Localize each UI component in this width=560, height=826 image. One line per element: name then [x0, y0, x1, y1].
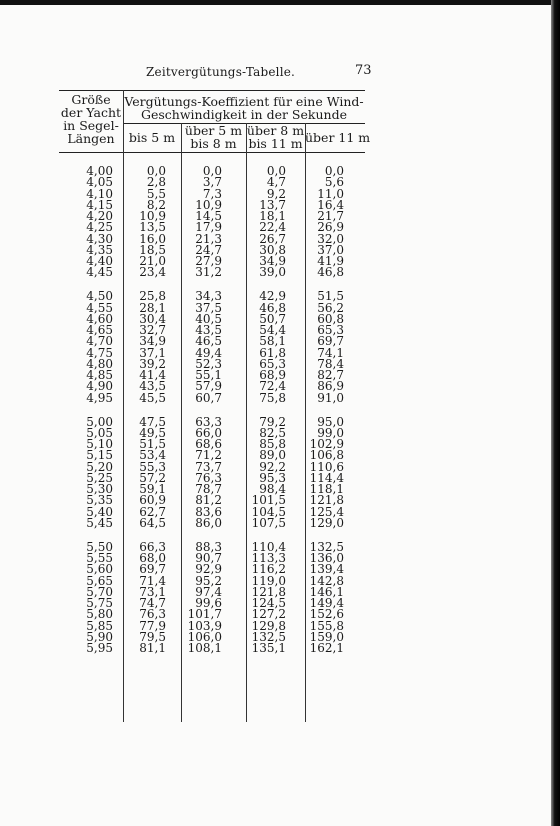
column-over-11m: [305, 166, 344, 654]
table-cell: 5,40: [86, 504, 113, 519]
table-cell: 5,30: [86, 482, 113, 496]
table-cell: 40,5: [195, 311, 222, 326]
table-cell: 136,0: [309, 551, 344, 565]
table-cell: 146,1: [309, 584, 344, 599]
table-cell: 0,0: [324, 164, 344, 178]
table-cell: 71,4: [139, 573, 166, 588]
header-line: über 5 m: [184, 123, 243, 138]
header-line: über 8 m: [246, 123, 305, 138]
header-line: Vergütungs-Koeffizient für eine Wind-: [124, 94, 364, 109]
table-cell: 5,05: [86, 425, 113, 440]
table-cell: 4,10: [86, 186, 113, 201]
column-8-to-11m: [246, 166, 286, 654]
table-cell: 54,4: [259, 323, 286, 337]
table-cell: 0,0: [202, 164, 222, 178]
column-up-to-5m: [123, 166, 166, 654]
table-cell: 73,1: [139, 584, 166, 599]
table-cell: 46,8: [259, 300, 286, 315]
table-cell: 118,1: [309, 482, 344, 496]
table-cell: 25,8: [139, 289, 166, 304]
header-line: der Yacht: [60, 105, 122, 120]
table-cell: 4,7: [266, 175, 286, 190]
scan-right-edge: [551, 0, 560, 826]
table-cell: 92,2: [259, 459, 286, 474]
table-cell: 95,3: [259, 470, 286, 485]
table-cell: 62,7: [139, 504, 166, 519]
table-cell: 64,5: [139, 515, 166, 530]
table-cell: 63,3: [195, 414, 222, 429]
table-cell: 78,7: [195, 482, 222, 496]
table-cell: 56,2: [317, 300, 344, 315]
header-coefficient-group: [123, 95, 365, 121]
table-cell: 72,4: [259, 379, 286, 394]
running-title: Zeitvergütungs-Tabelle.: [146, 65, 296, 79]
table-cell: 4,80: [86, 356, 113, 371]
table-cell: 49,5: [139, 425, 166, 440]
table-cell: 4,20: [86, 209, 113, 223]
table-cell: 77,9: [139, 618, 166, 633]
table-cell: 103,9: [187, 618, 222, 633]
table-cell: 28,1: [139, 300, 166, 315]
table-cell: 106,8: [309, 448, 344, 463]
table-cell: 119,0: [251, 573, 286, 588]
table-cell: 106,0: [187, 629, 222, 644]
table-cell: 34,9: [259, 254, 286, 268]
table-cell: 43,5: [139, 379, 166, 394]
table-cell: 57,2: [139, 470, 166, 485]
table-cell: 17,9: [195, 220, 222, 235]
table-cell: 114,4: [309, 470, 344, 485]
table-cell: 45,5: [139, 390, 166, 405]
table-cell: 95,2: [195, 573, 222, 588]
table-cell: 113,3: [251, 551, 286, 565]
header-line: Längen: [67, 131, 115, 146]
table-cell: 5,60: [86, 562, 113, 577]
table-cell: 76,3: [139, 607, 166, 622]
table-cell: 43,5: [195, 323, 222, 337]
header-yacht-size: [59, 93, 123, 145]
table-cell: 66,3: [139, 539, 166, 554]
table-cell: 88,3: [195, 539, 222, 554]
table-cell: 5,80: [86, 607, 113, 622]
table-cell: 152,6: [309, 607, 344, 622]
table-cell: 4,15: [86, 197, 113, 212]
table-cell: 51,5: [139, 437, 166, 451]
table-cell: 90,7: [195, 551, 222, 565]
table-cell: 127,2: [251, 607, 286, 622]
table-cell: 5,15: [86, 448, 113, 463]
table-cell: 5,5: [146, 186, 166, 201]
table-cell: 4,70: [86, 334, 113, 349]
table-cell: 5,85: [86, 618, 113, 633]
table-cell: 18,5: [139, 242, 166, 257]
table-cell: 65,3: [317, 323, 344, 337]
table-cell: 5,6: [324, 175, 344, 190]
table-cell: 5,70: [86, 584, 113, 599]
table-cell: 95,0: [317, 414, 344, 429]
table-cell: 59,1: [139, 482, 166, 496]
table-cell: 57,9: [195, 379, 222, 394]
table-cell: 0,0: [146, 164, 166, 178]
table-cell: 124,5: [251, 596, 286, 610]
table-cell: 149,4: [309, 596, 344, 610]
table-cell: 104,5: [251, 504, 286, 519]
table-cell: 5,20: [86, 459, 113, 474]
table-cell: 21,7: [317, 209, 344, 223]
table-cell: 78,4: [317, 356, 344, 371]
table-cell: 60,9: [139, 493, 166, 508]
table-cell: 74,7: [139, 596, 166, 610]
column-yacht-length: [59, 166, 113, 654]
table-cell: 5,10: [86, 437, 113, 451]
table-cell: 47,5: [139, 414, 166, 429]
table-cell: 4,75: [86, 345, 113, 360]
table-cell: 55,3: [139, 459, 166, 474]
table-cell: 4,55: [86, 300, 113, 315]
table-cell: 3,7: [202, 175, 222, 190]
table-cell: 71,2: [195, 448, 222, 463]
table-cell: 37,1: [139, 345, 166, 360]
table-cell: 69,7: [317, 334, 344, 349]
table-cell: 5,45: [86, 515, 113, 530]
table-cell: 8,2: [146, 197, 166, 212]
table-cell: 68,0: [139, 551, 166, 565]
table-cell: 91,0: [317, 390, 344, 405]
table-cell: 41,9: [317, 254, 344, 268]
table-cell: 159,0: [309, 629, 344, 644]
table-cell: 55,1: [195, 368, 222, 382]
table-cell: 4,30: [86, 231, 113, 246]
header-line: bis 5 m: [128, 130, 176, 145]
table-cell: 31,2: [195, 265, 222, 280]
table-cell: 2,8: [146, 175, 166, 190]
table-cell: 5,50: [86, 539, 113, 554]
table-cell: 9,2: [266, 186, 286, 201]
table-cell: 39,2: [139, 356, 166, 371]
table-cell: 34,9: [139, 334, 166, 349]
table-cell: 58,1: [259, 334, 286, 349]
header-over-11m: [305, 130, 371, 145]
table-cell: 79,5: [139, 629, 166, 644]
table-cell: 4,05: [86, 175, 113, 190]
header-bottom-rule: [59, 152, 365, 153]
table-cell: 75,8: [259, 390, 286, 405]
table-cell: 86,0: [195, 515, 222, 530]
table-cell: 129,8: [251, 618, 286, 633]
header-8-to-11m: [246, 124, 305, 150]
table-cell: 99,0: [317, 425, 344, 440]
table-cell: 13,7: [259, 197, 286, 212]
table-cell: 4,65: [86, 323, 113, 337]
header-line: Geschwindigkeit in der Sekunde: [141, 107, 347, 122]
table-cell: 97,4: [195, 584, 222, 599]
table-cell: 27,9: [195, 254, 222, 268]
table-cell: 81,1: [139, 641, 166, 655]
table-cell: 4,40: [86, 254, 113, 268]
table-cell: 121,8: [251, 584, 286, 599]
table-cell: 41,4: [139, 368, 166, 382]
table-cell: 10,9: [139, 209, 166, 223]
table-cell: 81,2: [195, 493, 222, 508]
table-cell: 135,1: [251, 641, 286, 655]
scan-top-edge: [0, 0, 560, 5]
table-cell: 5,95: [86, 641, 113, 655]
table-top-rule: [59, 90, 365, 91]
table-cell: 5,75: [86, 596, 113, 610]
table-cell: 116,2: [251, 562, 286, 577]
table-cell: 4,95: [86, 390, 113, 405]
table-cell: 37,0: [317, 242, 344, 257]
table-cell: 30,8: [259, 242, 286, 257]
header-line: bis 11 m: [248, 136, 303, 151]
table-cell: 46,5: [195, 334, 222, 349]
table-cell: 142,8: [309, 573, 344, 588]
table-cell: 49,4: [195, 345, 222, 360]
table-cell: 4,00: [86, 164, 113, 178]
table-cell: 68,6: [195, 437, 222, 451]
table-cell: 11,0: [317, 186, 344, 201]
table-cell: 42,9: [259, 289, 286, 304]
table-cell: 82,5: [259, 425, 286, 440]
table-cell: 16,4: [317, 197, 344, 212]
table-cell: 46,8: [317, 265, 344, 280]
table-cell: 4,85: [86, 368, 113, 382]
table-cell: 86,9: [317, 379, 344, 394]
table-cell: 69,7: [139, 562, 166, 577]
table-cell: 155,8: [309, 618, 344, 633]
header-up-to-5m: [123, 131, 181, 144]
table-cell: 5,00: [86, 414, 113, 429]
table-cell: 5,90: [86, 629, 113, 644]
table-cell: 89,0: [259, 448, 286, 463]
table-cell: 26,9: [317, 220, 344, 235]
table-cell: 76,3: [195, 470, 222, 485]
header-line: in Segel-: [63, 118, 119, 133]
header-line: Größe: [71, 92, 111, 107]
table-cell: 132,5: [251, 629, 286, 644]
table-cell: 61,8: [259, 345, 286, 360]
table-cell: 7,3: [202, 186, 222, 201]
table-cell: 85,8: [259, 437, 286, 451]
table-cell: 83,6: [195, 504, 222, 519]
table-cell: 51,5: [317, 289, 344, 304]
table-cell: 4,50: [86, 289, 113, 304]
table-cell: 5,35: [86, 493, 113, 508]
table-cell: 60,8: [317, 311, 344, 326]
table-cell: 13,5: [139, 220, 166, 235]
table-cell: 101,5: [251, 493, 286, 508]
table-cell: 5,55: [86, 551, 113, 565]
header-line: über 11 m: [305, 130, 371, 145]
table-cell: 30,4: [139, 311, 166, 326]
table-cell: 37,5: [195, 300, 222, 315]
table-cell: 99,6: [195, 596, 222, 610]
table-cell: 4,45: [86, 265, 113, 280]
table-cell: 34,3: [195, 289, 222, 304]
table-cell: 4,25: [86, 220, 113, 235]
table-cell: 14,5: [195, 209, 222, 223]
table-cell: 92,9: [195, 562, 222, 577]
table-cell: 121,8: [309, 493, 344, 508]
table-cell: 110,4: [251, 539, 286, 554]
table-cell: 132,5: [309, 539, 344, 554]
table-cell: 52,3: [195, 356, 222, 371]
table-cell: 21,0: [139, 254, 166, 268]
table-cell: 66,0: [195, 425, 222, 440]
table-cell: 10,9: [195, 197, 222, 212]
table-cell: 23,4: [139, 265, 166, 280]
table-cell: 110,6: [309, 459, 344, 474]
table-cell: 26,7: [259, 231, 286, 246]
table-cell: 4,60: [86, 311, 113, 326]
table-cell: 4,90: [86, 379, 113, 394]
table-cell: 79,2: [259, 414, 286, 429]
table-cell: 68,9: [259, 368, 286, 382]
table-cell: 32,7: [139, 323, 166, 337]
table-cell: 32,0: [317, 231, 344, 246]
table-cell: 73,7: [195, 459, 222, 474]
table-cell: 60,7: [195, 390, 222, 405]
table-cell: 82,7: [317, 368, 344, 382]
table-cell: 50,7: [259, 311, 286, 326]
table-cell: 0,0: [266, 164, 286, 178]
page-number: 73: [355, 63, 372, 78]
table-cell: 24,7: [195, 242, 222, 257]
table-cell: 4,35: [86, 242, 113, 257]
table-cell: 18,1: [259, 209, 286, 223]
table-cell: 101,7: [187, 607, 222, 622]
table-cell: 53,4: [139, 448, 166, 463]
table-cell: 162,1: [309, 641, 344, 655]
header-line: bis 8 m: [190, 136, 237, 151]
table-cell: 5,25: [86, 470, 113, 485]
table-cell: 21,3: [195, 231, 222, 246]
table-cell: 102,9: [309, 437, 344, 451]
table-cell: 108,1: [187, 641, 222, 655]
table-cell: 107,5: [251, 515, 286, 530]
table-cell: 5,65: [86, 573, 113, 588]
table-cell: 74,1: [317, 345, 344, 360]
table-cell: 129,0: [309, 515, 344, 530]
table-cell: 125,4: [309, 504, 344, 519]
table-cell: 139,4: [309, 562, 344, 577]
table-cell: 98,4: [259, 482, 286, 496]
table-cell: 22,4: [259, 220, 286, 235]
table-cell: 39,0: [259, 265, 286, 280]
column-5-to-8m: [181, 166, 222, 654]
table-cell: 65,3: [259, 356, 286, 371]
table-cell: 16,0: [139, 231, 166, 246]
header-5-to-8m: [181, 124, 246, 150]
